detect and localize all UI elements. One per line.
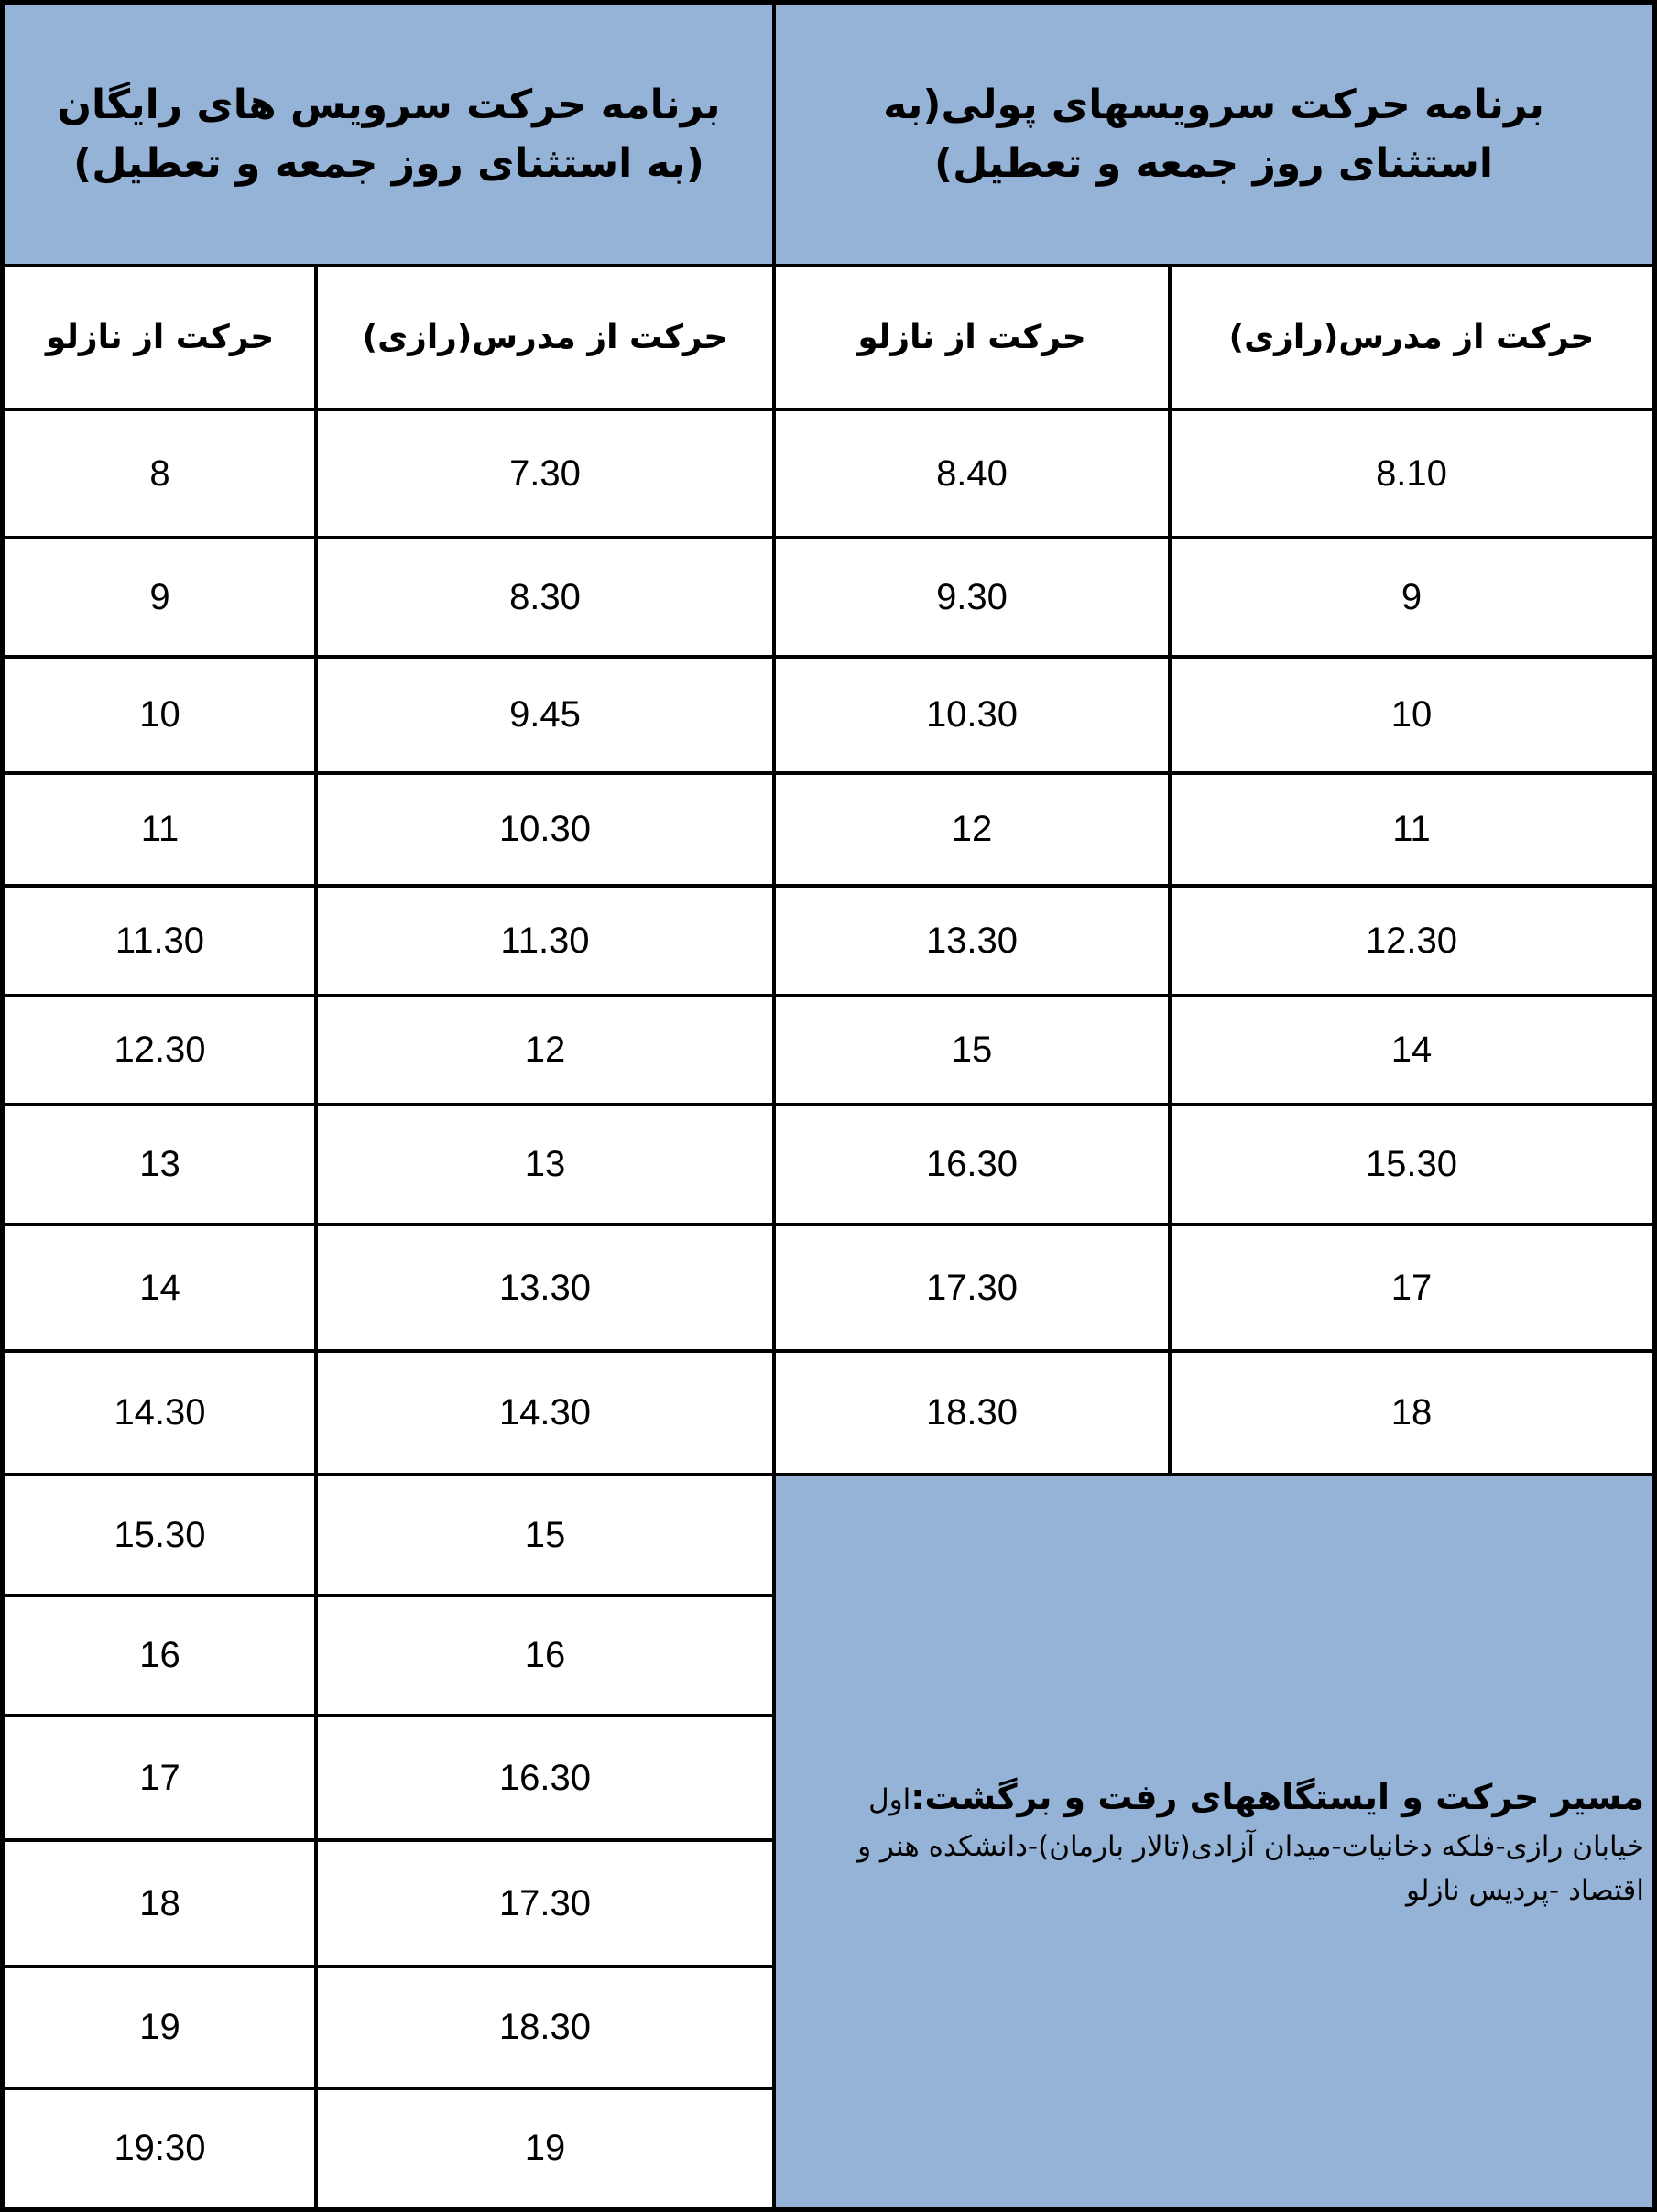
route-note-panel (776, 1476, 1652, 2207)
paid-nazlou-time-cell: 10.30 (776, 659, 1172, 775)
free-col-nazlou-header (5, 267, 318, 411)
route-note-text: اول خیابان رازی-فلکه دخانیات-میدان آزادی(تالار بارمان)-دانشکده هنر و اقتصاد -پردیس نازلو (857, 1783, 1644, 1907)
paid-col-nazlou-header (776, 267, 1172, 411)
free-modares-time-cell: 12 (318, 997, 776, 1106)
free-nazlou-time-cell: 11.30 (5, 888, 318, 997)
paid-modares-time-cell: 14 (1172, 997, 1652, 1106)
paid-nazlou-time-cell: 8.40 (776, 411, 1172, 539)
route-note (849, 1771, 1644, 1912)
free-nazlou-time-cell: 17 (5, 1717, 318, 1842)
free-nazlou-time-cell: 19 (5, 1968, 318, 2090)
free-modares-time-cell: 11.30 (318, 888, 776, 997)
free-modares-time-cell: 13.30 (318, 1226, 776, 1353)
free-nazlou-time-cell: 14 (5, 1226, 318, 1353)
free-nazlou-time-cell: 10 (5, 659, 318, 775)
paid-service-title (776, 5, 1652, 267)
paid-nazlou-time-cell: 16.30 (776, 1106, 1172, 1226)
free-nazlou-time-cell: 8 (5, 411, 318, 539)
free-nazlou-time-cell: 15.30 (5, 1476, 318, 1597)
free-modares-time-cell: 16.30 (318, 1717, 776, 1842)
free-modares-time-cell: 10.30 (318, 775, 776, 888)
free-modares-time-cell: 18.30 (318, 1968, 776, 2090)
paid-modares-time-cell: 9 (1172, 539, 1652, 659)
free-nazlou-time-cell: 14.30 (5, 1353, 318, 1476)
free-nazlou-time-cell: 13 (5, 1106, 318, 1226)
free-modares-time-cell: 15 (318, 1476, 776, 1597)
free-nazlou-time-cell: 11 (5, 775, 318, 888)
paid-modares-time-cell: 12.30 (1172, 888, 1652, 997)
paid-nazlou-time-cell: 15 (776, 997, 1172, 1106)
free-nazlou-time-cell: 18 (5, 1842, 318, 1968)
free-modares-time-cell: 8.30 (318, 539, 776, 659)
free-service-title-text: برنامه حرکت سرویس های رایگان (به استثنای روز جمعه و تعطیل) (57, 82, 721, 187)
paid-nazlou-time-cell: 9.30 (776, 539, 1172, 659)
paid-modares-time-cell: 15.30 (1172, 1106, 1652, 1226)
free-modares-time-cell: 14.30 (318, 1353, 776, 1476)
paid-col-nazlou-label: حرکت از نازلو (857, 319, 1086, 356)
free-modares-time-cell: 9.45 (318, 659, 776, 775)
paid-modares-time-cell: 10 (1172, 659, 1652, 775)
paid-modares-time-cell: 11 (1172, 775, 1652, 888)
paid-modares-time-cell: 18 (1172, 1353, 1652, 1476)
paid-nazlou-time-cell: 13.30 (776, 888, 1172, 997)
free-modares-time-cell: 19 (318, 2090, 776, 2207)
free-col-modares-label: حرکت از مدرس(رازی) (362, 319, 728, 356)
paid-nazlou-time-cell: 18.30 (776, 1353, 1172, 1476)
free-modares-time-cell: 13 (318, 1106, 776, 1226)
free-col-modares-header (318, 267, 776, 411)
route-note-heading: مسیر حرکت و ایستگاههای رفت و برگشت: (910, 1777, 1644, 1817)
free-col-nazlou-label: حرکت از نازلو (45, 319, 275, 356)
paid-modares-time-cell: 8.10 (1172, 411, 1652, 539)
free-modares-time-cell: 16 (318, 1597, 776, 1717)
free-nazlou-time-cell: 12.30 (5, 997, 318, 1106)
free-nazlou-time-cell: 19:30 (5, 2090, 318, 2207)
free-modares-time-cell: 7.30 (318, 411, 776, 539)
paid-service-title-text: برنامه حرکت سرویسهای پولی(به استثنای روز جمعه و تعطیل) (883, 82, 1544, 187)
free-nazlou-time-cell: 9 (5, 539, 318, 659)
paid-col-modares-label: حرکت از مدرس(رازی) (1228, 319, 1595, 356)
paid-modares-time-cell: 17 (1172, 1226, 1652, 1353)
free-modares-time-cell: 17.30 (318, 1842, 776, 1968)
paid-nazlou-time-cell: 12 (776, 775, 1172, 888)
free-nazlou-time-cell: 16 (5, 1597, 318, 1717)
paid-col-modares-header (1172, 267, 1652, 411)
free-service-title (5, 5, 776, 267)
paid-nazlou-time-cell: 17.30 (776, 1226, 1172, 1353)
